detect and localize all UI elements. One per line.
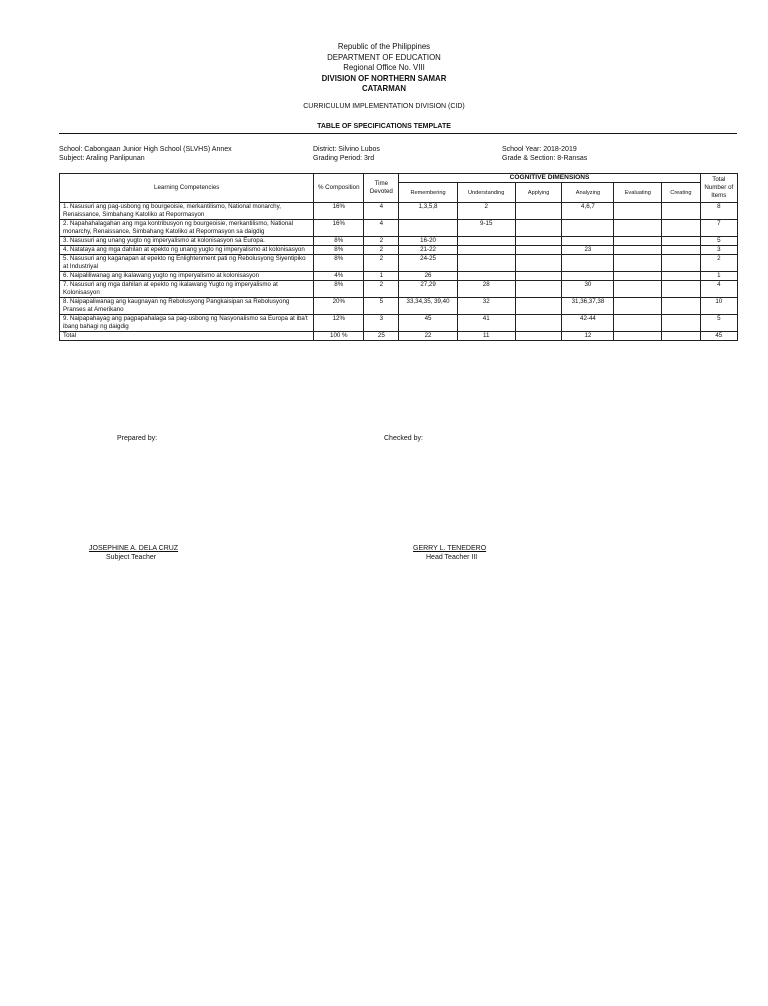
title-rule bbox=[59, 133, 737, 134]
cell-analyzing: 12 bbox=[562, 332, 614, 341]
cell-remembering bbox=[399, 220, 457, 237]
cell-competency: 8. Naipapaliwanag ang kaugnayan ng Rebolusyong Pangkaisipan sa Rebolusyong Pranses at Amerikano bbox=[60, 298, 314, 315]
cell-evaluating bbox=[614, 298, 662, 315]
cell-remembering: 24-25 bbox=[399, 255, 457, 272]
cell-applying bbox=[515, 237, 562, 246]
cell-understanding bbox=[457, 237, 515, 246]
header-understanding: Understanding bbox=[457, 183, 515, 203]
table-row bbox=[60, 220, 738, 237]
cell-remembering: 26 bbox=[399, 272, 457, 281]
cell-understanding: 28 bbox=[457, 281, 515, 298]
cell-understanding bbox=[457, 255, 515, 272]
cell-analyzing bbox=[562, 220, 614, 237]
checked-by-label: Checked by: bbox=[384, 435, 423, 442]
cell-composition: 16% bbox=[314, 203, 364, 220]
cell-composition: 4% bbox=[314, 272, 364, 281]
cell-creating bbox=[662, 220, 700, 237]
header-creating: Creating bbox=[662, 183, 700, 203]
cid-line: CURRICULUM IMPLEMENTATION DIVISION (CID) bbox=[303, 103, 465, 110]
cell-remembering: 33,34,35, 39,40 bbox=[399, 298, 457, 315]
header-composition: % Composition bbox=[314, 174, 364, 203]
cell-creating bbox=[662, 203, 700, 220]
cell-analyzing bbox=[562, 255, 614, 272]
cell-competency: 4. Natataya ang mga dahilan at epekto ng unang yugto ng imperyalismo at kolonisasyon bbox=[60, 246, 314, 255]
cell-applying bbox=[515, 281, 562, 298]
cell-time: 25 bbox=[364, 332, 399, 341]
prepared-by-label: Prepared by: bbox=[117, 435, 158, 442]
cell-understanding: 2 bbox=[457, 203, 515, 220]
division-line: DIVISION OF NORTHERN SAMAR bbox=[321, 72, 447, 83]
cell-evaluating bbox=[614, 220, 662, 237]
cell-composition: 8% bbox=[314, 255, 364, 272]
cell-applying bbox=[515, 332, 562, 341]
cell-total: 7 bbox=[700, 220, 737, 237]
cell-evaluating bbox=[614, 272, 662, 281]
cell-time: 3 bbox=[364, 315, 399, 332]
cell-creating bbox=[662, 272, 700, 281]
checked-by-role: Head Teacher III bbox=[426, 554, 478, 561]
table-row bbox=[60, 281, 738, 298]
cell-remembering: 16-20 bbox=[399, 237, 457, 246]
cell-analyzing: 31,36,37,38 bbox=[562, 298, 614, 315]
cell-time: 4 bbox=[364, 203, 399, 220]
cell-total: 4 bbox=[700, 281, 737, 298]
school-info bbox=[59, 146, 232, 163]
cell-competency: 6. Naipaliliwanag ang ikalawang yugto ng imperyalismo at kolonisasyon bbox=[60, 272, 314, 281]
header-remembering: Remembering bbox=[399, 183, 457, 203]
cell-remembering: 1,3,5,8 bbox=[399, 203, 457, 220]
header-applying: Applying bbox=[515, 183, 562, 203]
cell-applying bbox=[515, 298, 562, 315]
cell-understanding: 32 bbox=[457, 298, 515, 315]
cell-remembering: 22 bbox=[399, 332, 457, 341]
cell-applying bbox=[515, 246, 562, 255]
cell-composition: 8% bbox=[314, 246, 364, 255]
cell-evaluating bbox=[614, 315, 662, 332]
cell-remembering: 21-22 bbox=[399, 246, 457, 255]
cell-creating bbox=[662, 332, 700, 341]
region-line: Regional Office No. VIII bbox=[343, 62, 425, 72]
cell-creating bbox=[662, 315, 700, 332]
table-row bbox=[60, 246, 738, 255]
cell-composition: 8% bbox=[314, 281, 364, 298]
table-row bbox=[60, 255, 738, 272]
year-info bbox=[502, 146, 587, 163]
cell-creating bbox=[662, 281, 700, 298]
table-body bbox=[60, 203, 738, 341]
cell-analyzing: 4,6,7 bbox=[562, 203, 614, 220]
cell-total: 8 bbox=[700, 203, 737, 220]
header-analyzing: Analyzing bbox=[562, 183, 614, 203]
cell-total: 10 bbox=[700, 298, 737, 315]
cell-applying bbox=[515, 272, 562, 281]
cell-composition: 8% bbox=[314, 237, 364, 246]
cell-total: 1 bbox=[700, 272, 737, 281]
cell-applying bbox=[515, 220, 562, 237]
cell-analyzing bbox=[562, 237, 614, 246]
cell-composition: 12% bbox=[314, 315, 364, 332]
table-row bbox=[60, 237, 738, 246]
cell-understanding bbox=[457, 272, 515, 281]
cell-time: 2 bbox=[364, 255, 399, 272]
school-year-field: School Year: 2018-2019 bbox=[502, 146, 577, 153]
prepared-by-name: JOSEPHINE A. DELA CRUZ bbox=[89, 545, 179, 552]
cell-competency: 1. Nasusuri ang pag-usbong ng bourgeoisie, merkantilismo, National monarchy, Renaissance, Simbahang Katoliko at Repormasyon bbox=[60, 203, 314, 220]
table-row bbox=[60, 315, 738, 332]
republic-line: Republic of the Philippines bbox=[337, 41, 431, 51]
cell-total: 5 bbox=[700, 237, 737, 246]
district-field: District: Silvino Lubos bbox=[313, 146, 380, 153]
cell-creating bbox=[662, 246, 700, 255]
subject-field: Subject: Araling Panlipunan bbox=[59, 154, 145, 162]
grade-section-field: Grade & Section: 8-Ransas bbox=[502, 154, 588, 162]
header-evaluating: Evaluating bbox=[614, 183, 662, 203]
cell-composition: 100 % bbox=[314, 332, 364, 341]
table-total-row bbox=[60, 332, 738, 341]
cell-time: 5 bbox=[364, 298, 399, 315]
grading-period-field: Grading Period: 3rd bbox=[313, 154, 375, 162]
header-time: Time Devoted bbox=[364, 174, 399, 203]
cell-total: 45 bbox=[700, 332, 737, 341]
cell-evaluating bbox=[614, 332, 662, 341]
document-header bbox=[0, 41, 768, 94]
cell-competency: 7. Nasusuri ang mga dahilan at epekto ng ikalawang Yugto ng imperyalismo at Kolonisasyon bbox=[60, 281, 314, 298]
school-field: School: Cabongaan Junior High School (SLVHS) Annex bbox=[59, 146, 232, 153]
cell-applying bbox=[515, 315, 562, 332]
cell-creating bbox=[662, 255, 700, 272]
cell-evaluating bbox=[614, 237, 662, 246]
cell-competency: 5. Nasusuri ang kaganapan at epekto ng Enlightenment pati ng Rebolusyong Siyentipiko at Industriyal bbox=[60, 255, 314, 272]
header-total-items: Total Number of Items bbox=[700, 174, 737, 203]
cell-competency: Total bbox=[60, 332, 314, 341]
checked-by-name: GERRY L. TENEDERO bbox=[413, 545, 487, 552]
cell-composition: 20% bbox=[314, 298, 364, 315]
department-line: DEPARTMENT OF EDUCATION bbox=[327, 51, 441, 62]
cell-creating bbox=[662, 237, 700, 246]
cell-time: 2 bbox=[364, 281, 399, 298]
cell-analyzing: 42-44 bbox=[562, 315, 614, 332]
cell-time: 2 bbox=[364, 246, 399, 255]
cell-total: 5 bbox=[700, 315, 737, 332]
cell-time: 2 bbox=[364, 237, 399, 246]
cell-competency: 2. Napahahalagahan ang mga kontribusyon ng bourgeoisie, merkantilismo, National monarchy, Renaissance, Simbahang Katoliko at Repormasyon sa daigdig bbox=[60, 220, 314, 237]
cell-applying bbox=[515, 203, 562, 220]
cell-total: 2 bbox=[700, 255, 737, 272]
cell-understanding bbox=[457, 246, 515, 255]
table-row bbox=[60, 298, 738, 315]
cell-competency: 9. Naipapahayag ang pagpapahalaga sa pag-usbong ng Nasyonalismo sa Europa at iba't ibang bahagi ng daigdig bbox=[60, 315, 314, 332]
cell-analyzing: 23 bbox=[562, 246, 614, 255]
city-line: CATARMAN bbox=[361, 83, 407, 93]
specifications-table bbox=[59, 173, 738, 341]
table-row bbox=[60, 203, 738, 220]
cell-analyzing bbox=[562, 272, 614, 281]
document-title: TABLE OF SPECIFICATIONS TEMPLATE bbox=[317, 123, 451, 130]
header-competencies: Learning Competencies bbox=[60, 174, 314, 203]
prepared-by-role: Subject Teacher bbox=[106, 554, 157, 561]
cell-evaluating bbox=[614, 203, 662, 220]
cell-competency: 3. Nasusuri ang unang yugto ng imperyalismo at kolonisasyon sa Europa. bbox=[60, 237, 314, 246]
cell-analyzing: 30 bbox=[562, 281, 614, 298]
district-info bbox=[313, 146, 380, 163]
header-cognitive-dimensions: COGNITIVE DIMENSIONS bbox=[399, 174, 700, 183]
cell-time: 4 bbox=[364, 220, 399, 237]
cell-creating bbox=[662, 298, 700, 315]
cell-understanding: 9-15 bbox=[457, 220, 515, 237]
cell-evaluating bbox=[614, 281, 662, 298]
cell-evaluating bbox=[614, 246, 662, 255]
cell-time: 1 bbox=[364, 272, 399, 281]
table-row bbox=[60, 272, 738, 281]
cell-remembering: 45 bbox=[399, 315, 457, 332]
cell-composition: 16% bbox=[314, 220, 364, 237]
cell-total: 3 bbox=[700, 246, 737, 255]
cell-understanding: 41 bbox=[457, 315, 515, 332]
cell-evaluating bbox=[614, 255, 662, 272]
cell-understanding: 11 bbox=[457, 332, 515, 341]
cell-applying bbox=[515, 255, 562, 272]
cell-remembering: 27,29 bbox=[399, 281, 457, 298]
